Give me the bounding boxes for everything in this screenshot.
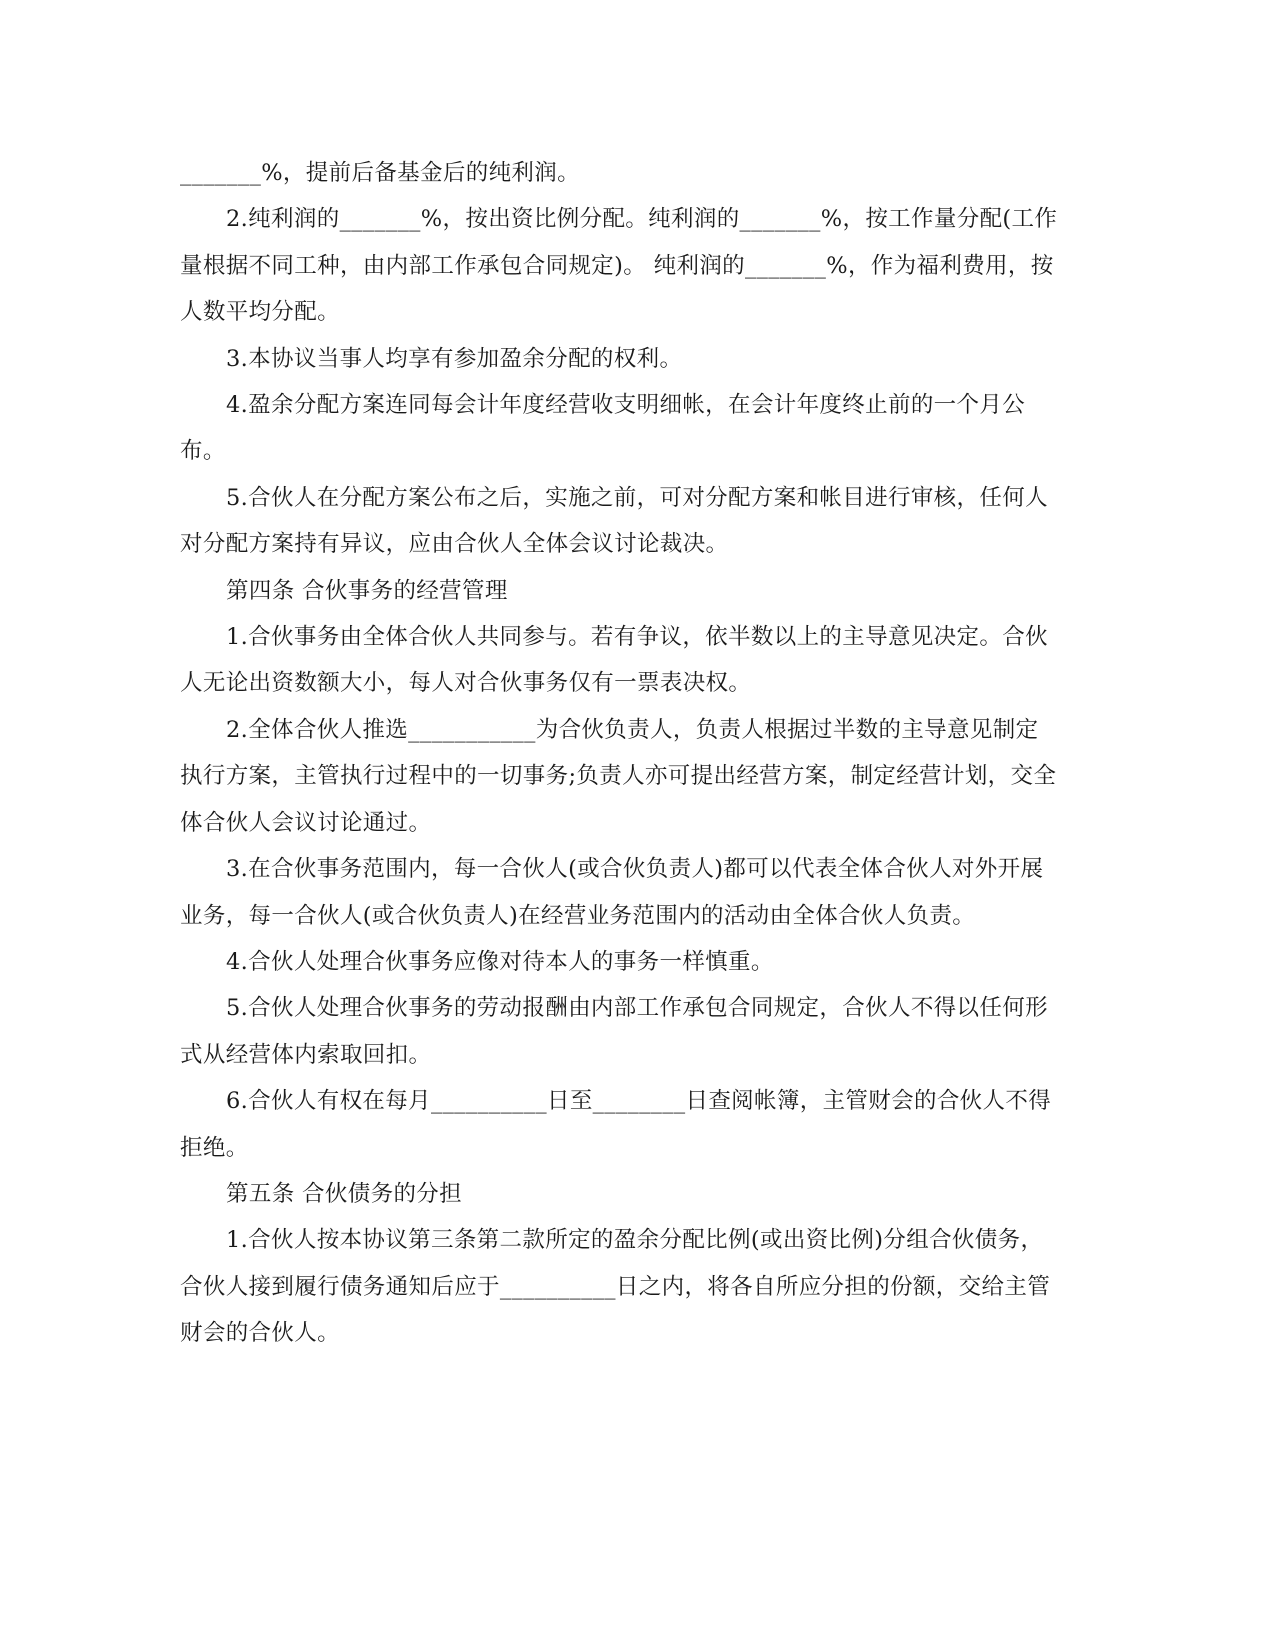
section-heading-article-4: 第四条 合伙事务的经营管理 (226, 577, 508, 604)
paragraph-clause-4-4: 4.合伙人处理合伙事务应像对待本人的事务一样慎重。 (226, 948, 774, 975)
section-heading-article-5: 第五条 合伙债务的分担 (226, 1180, 463, 1207)
document-body (180, 150, 1060, 1357)
paragraph-clause-3-3: 3.本协议当事人均享有参加盈余分配的权利。 (226, 345, 683, 372)
paragraph-clause-3-5: 5.合伙人在分配方案公布之后，实施之前，可对分配方案和帐目进行审核，任何人对分配方案持有异议，应由合伙人全体会议讨论裁决。 (180, 484, 1048, 558)
paragraph-clause-4-5: 5.合伙人处理合伙事务的劳动报酬由内部工作承包合同规定，合伙人不得以任何形式从经营体内索取回扣。 (180, 995, 1048, 1068)
paragraph-clause-4-2: 2.全体合伙人推选___________为合伙负责人，负责人根据过半数的主导意见制定执行方案，主管执行过程中的一切事务;负责人亦可提出经营方案，制定经营计划，交全体合伙人会议讨论通过。 (180, 716, 1057, 836)
paragraph-clause-3-2: 2.纯利润的_______%，按出资比例分配。纯利润的_______%，按工作量分配(工作量根据不同工种，由内部工作承包合同规定)。 纯利润的_______%，作为福利费用，按人数平均分配。 (180, 206, 1058, 326)
paragraph-clause-4-3: 3.在合伙事务范围内，每一合伙人(或合伙负责人)都可以代表全体合伙人对外开展业务，每一合伙人(或合伙负责人)在经营业务范围内的活动由全体合伙人负责。 (180, 856, 1044, 929)
paragraph-clause-4-6: 6.合伙人有权在每月__________日至________日查阅帐簿，主管财会的合伙人不得拒绝。 (180, 1088, 1052, 1161)
paragraph-clause-5-1: 1.合伙人按本协议第三条第二款所定的盈余分配比例(或出资比例)分组合伙债务，合伙人接到履行债务通知后应于__________日之内，将各自所应分担的份额，交给主管财会的合伙人。 (180, 1227, 1051, 1347)
paragraph-clause-3-4: 4.盈余分配方案连同每会计年度经营收支明细帐，在会计年度终止前的一个月公布。 (180, 392, 1026, 465)
paragraph-clause-4-1: 1.合伙事务由全体合伙人共同参与。若有争议，依半数以上的主导意见决定。合伙人无论出资数额大小，每人对合伙事务仅有一票表决权。 (180, 624, 1048, 697)
paragraph-continuation: _______%，提前后备基金后的纯利润。 (180, 160, 580, 186)
